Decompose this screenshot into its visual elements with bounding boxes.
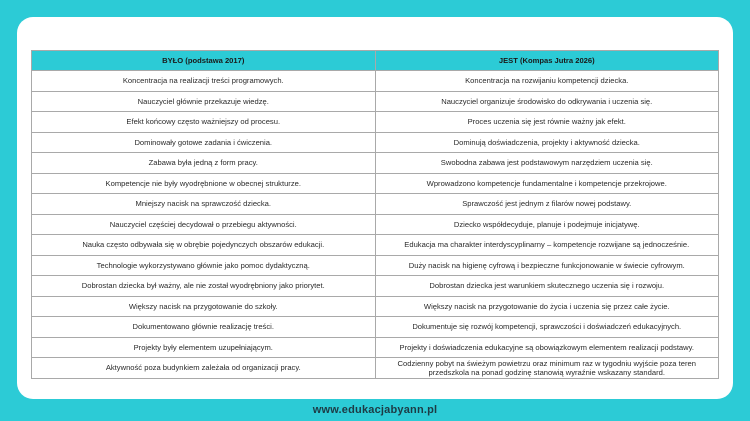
cell-now: Duży nacisk na higienę cyfrową i bezpieczne funkcjonowanie w świecie cyfrowym. bbox=[375, 255, 719, 276]
cell-now: Sprawczość jest jednym z filarów nowej podstawy. bbox=[375, 194, 719, 215]
cell-before: Nauka często odbywała się w obrębie pojedynczych obszarów edukacji. bbox=[32, 235, 376, 256]
cell-now: Koncentracja na rozwijaniu kompetencji dziecka. bbox=[375, 71, 719, 92]
content-card bbox=[17, 17, 733, 399]
table-row bbox=[32, 358, 719, 379]
table-row bbox=[32, 91, 719, 112]
cell-before: Kompetencje nie były wyodrębnione w obecnej strukturze. bbox=[32, 173, 376, 194]
table-row bbox=[32, 132, 719, 153]
table-row bbox=[32, 112, 719, 133]
table-row bbox=[32, 194, 719, 215]
table-row bbox=[32, 235, 719, 256]
cell-before: Aktywność poza budynkiem zależała od organizacji pracy. bbox=[32, 358, 376, 379]
table-row bbox=[32, 276, 719, 297]
cell-now: Nauczyciel organizuje środowisko do odkrywania i uczenia się. bbox=[375, 91, 719, 112]
cell-now: Codzienny pobyt na świeżym powietrzu oraz minimum raz w tygodniu wyjście poza teren przedszkola na ponad godzinę stanowią wyraźnie wskazany standard. bbox=[375, 358, 719, 379]
cell-before: Dominowały gotowe zadania i ćwiczenia. bbox=[32, 132, 376, 153]
table-row bbox=[32, 153, 719, 174]
cell-before: Efekt końcowy często ważniejszy od procesu. bbox=[32, 112, 376, 133]
table-row bbox=[32, 337, 719, 358]
website-footer: www.edukacjabyann.pl bbox=[312, 404, 438, 416]
cell-before: Dokumentowano głównie realizację treści. bbox=[32, 317, 376, 338]
cell-before: Nauczyciel głównie przekazuje wiedzę. bbox=[32, 91, 376, 112]
table-row bbox=[32, 255, 719, 276]
cell-before: Technologie wykorzystywano głównie jako pomoc dydaktyczną. bbox=[32, 255, 376, 276]
cell-now: Edukacja ma charakter interdyscyplinarny – kompetencje rozwijane są jednocześnie. bbox=[375, 235, 719, 256]
cell-before: Nauczyciel częściej decydował o przebiegu aktywności. bbox=[32, 214, 376, 235]
cell-before: Koncentracja na realizacji treści programowych. bbox=[32, 71, 376, 92]
table-row bbox=[32, 71, 719, 92]
cell-now: Dobrostan dziecka jest warunkiem skutecznego uczenia się i rozwoju. bbox=[375, 276, 719, 297]
cell-before: Większy nacisk na przygotowanie do szkoły. bbox=[32, 296, 376, 317]
cell-before: Zabawa była jedną z form pracy. bbox=[32, 153, 376, 174]
header-before: BYŁO (podstawa 2017) bbox=[32, 51, 376, 71]
cell-now: Dziecko współdecyduje, planuje i podejmuje inicjatywę. bbox=[375, 214, 719, 235]
table-header-row bbox=[32, 51, 719, 71]
cell-before: Mniejszy nacisk na sprawczość dziecka. bbox=[32, 194, 376, 215]
cell-now: Proces uczenia się jest równie ważny jak efekt. bbox=[375, 112, 719, 133]
cell-now: Dokumentuje się rozwój kompetencji, sprawczości i doświadczeń edukacyjnych. bbox=[375, 317, 719, 338]
cell-before: Projekty były elementem uzupełniającym. bbox=[32, 337, 376, 358]
cell-now: Większy nacisk na przygotowanie do życia i uczenia się przez całe życie. bbox=[375, 296, 719, 317]
cell-now: Dominują doświadczenia, projekty i aktywność dziecka. bbox=[375, 132, 719, 153]
table-row bbox=[32, 173, 719, 194]
comparison-table bbox=[31, 50, 719, 379]
table-row bbox=[32, 214, 719, 235]
cell-now: Swobodna zabawa jest podstawowym narzędziem uczenia się. bbox=[375, 153, 719, 174]
header-now: JEST (Kompas Jutra 2026) bbox=[375, 51, 719, 71]
cell-now: Wprowadzono kompetencje fundamentalne i kompetencje przekrojowe. bbox=[375, 173, 719, 194]
table-row bbox=[32, 317, 719, 338]
cell-before: Dobrostan dziecka był ważny, ale nie został wyodrębniony jako priorytet. bbox=[32, 276, 376, 297]
table-body bbox=[32, 71, 719, 379]
table-row bbox=[32, 296, 719, 317]
cell-now: Projekty i doświadczenia edukacyjne są obowiązkowym elementem realizacji podstawy. bbox=[375, 337, 719, 358]
